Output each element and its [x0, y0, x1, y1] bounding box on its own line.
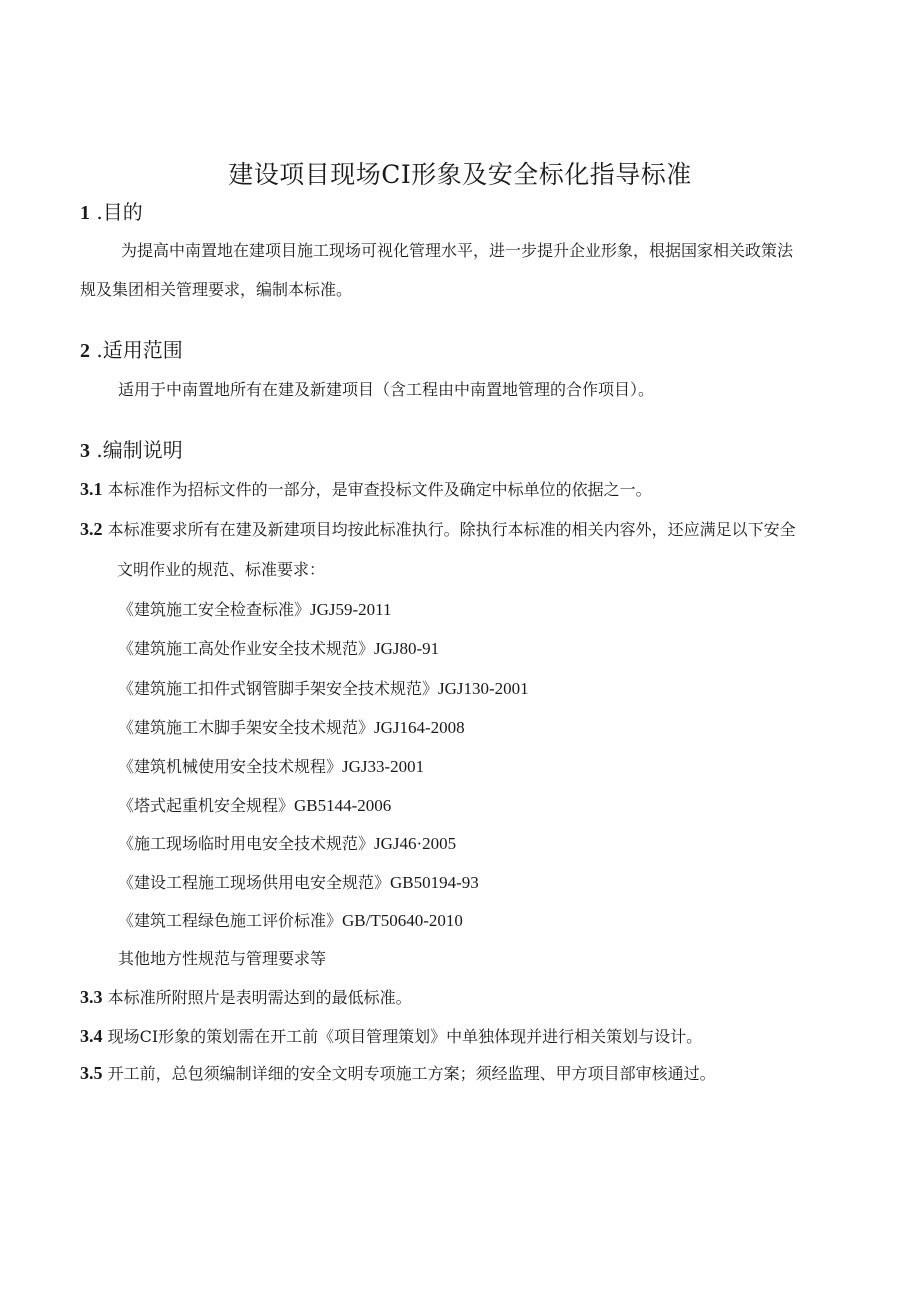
- standard-item: [118, 636, 439, 659]
- standard-code: GB5144-2006: [294, 796, 392, 815]
- section-heading-text: .目的: [96, 200, 143, 224]
- section-number: 2: [80, 340, 90, 362]
- standard-name: 《建筑机械使用安全技术规程》: [118, 757, 343, 776]
- section-2-heading: [80, 334, 183, 363]
- item-text: 现场CI形象的策划需在开工前《项目管理策划》中单独体现并进行相关策划与设计。: [107, 1027, 703, 1046]
- standard-name: 《塔式起重机安全规程》: [118, 796, 295, 815]
- standard-name: 《施工现场临时用电安全技术规范》: [118, 834, 375, 853]
- standard-name: 《建筑施工安全检查标准》: [118, 600, 311, 619]
- item-number: 3.2: [80, 519, 103, 539]
- document-title: 建设项目现场CI形象及安全标化指导标准: [228, 160, 692, 189]
- standard-item: [118, 597, 392, 620]
- section-number: 3: [80, 440, 90, 462]
- item-number: 3.5: [80, 1063, 103, 1083]
- standards-other: 其他地方性规范与管理要求等: [118, 949, 327, 968]
- item-3-5: [80, 1061, 716, 1084]
- standard-item: [118, 676, 529, 699]
- section-heading-text: .适用范围: [96, 338, 183, 362]
- standard-code: JGJ80-91: [374, 639, 440, 658]
- section-1-heading: [80, 196, 143, 225]
- item-number: 3.1: [80, 479, 103, 499]
- standard-name: 《建筑施工木脚手架安全技术规范》: [118, 718, 375, 737]
- section-3-heading: [80, 434, 183, 463]
- standard-name: 《建筑施工扣件式钢管脚手架安全技术规范》: [118, 679, 439, 698]
- item-text: 本标准所附照片是表明需达到的最低标准。: [107, 988, 412, 1007]
- item-3-4: [80, 1024, 702, 1047]
- section-number: 1: [80, 202, 90, 224]
- item-3-2: [80, 517, 796, 540]
- standard-name: 《建筑施工高处作业安全技术规范》: [118, 639, 375, 658]
- section-2-paragraph: 适用于中南置地所有在建及新建项目（含工程由中南置地管理的合作项目）。: [118, 380, 655, 399]
- item-3-2-line-2: 文明作业的规范、标准要求：: [117, 560, 326, 579]
- item-3-1: [80, 477, 652, 500]
- standard-name: 《建筑工程绿色施工评价标准》: [118, 911, 343, 930]
- item-text: 本标准作为招标文件的一部分，是审查投标文件及确定中标单位的依据之一。: [107, 480, 652, 499]
- standard-code: JGJ164-2008: [374, 718, 465, 737]
- standard-item: [118, 908, 463, 931]
- item-number: 3.4: [80, 1026, 103, 1046]
- standard-item: [118, 831, 456, 854]
- standard-name: 《建设工程施工现场供用电安全规范》: [118, 873, 391, 892]
- standard-item: [118, 754, 424, 777]
- standard-code: JGJ59-2011: [310, 600, 392, 619]
- item-text: 本标准要求所有在建及新建项目均按此标准执行。除执行本标准的相关内容外，还应满足以下安全: [107, 520, 796, 539]
- section-heading-text: .编制说明: [96, 438, 183, 462]
- standard-item: [118, 870, 479, 893]
- standard-code: JGJ46·2005: [374, 834, 457, 853]
- standard-code: JGJ33-2001: [342, 757, 425, 776]
- section-1-paragraph-line-2: 规及集团相关管理要求，编制本标准。: [80, 280, 353, 299]
- standard-code: GB50194-93: [390, 873, 479, 892]
- item-number: 3.3: [80, 987, 103, 1007]
- item-text: 开工前，总包须编制详细的安全文明专项施工方案；须经监理、甲方项目部审核通过。: [107, 1064, 716, 1083]
- item-3-3: [80, 985, 412, 1008]
- section-1-paragraph-line-1: 为提高中南置地在建项目施工现场可视化管理水平，进一步提升企业形象，根据国家相关政策法: [121, 241, 794, 260]
- standard-code: JGJ130-2001: [438, 679, 529, 698]
- standard-item: [118, 793, 391, 816]
- standard-item: [118, 715, 465, 738]
- standard-code: GB/T50640-2010: [342, 911, 463, 930]
